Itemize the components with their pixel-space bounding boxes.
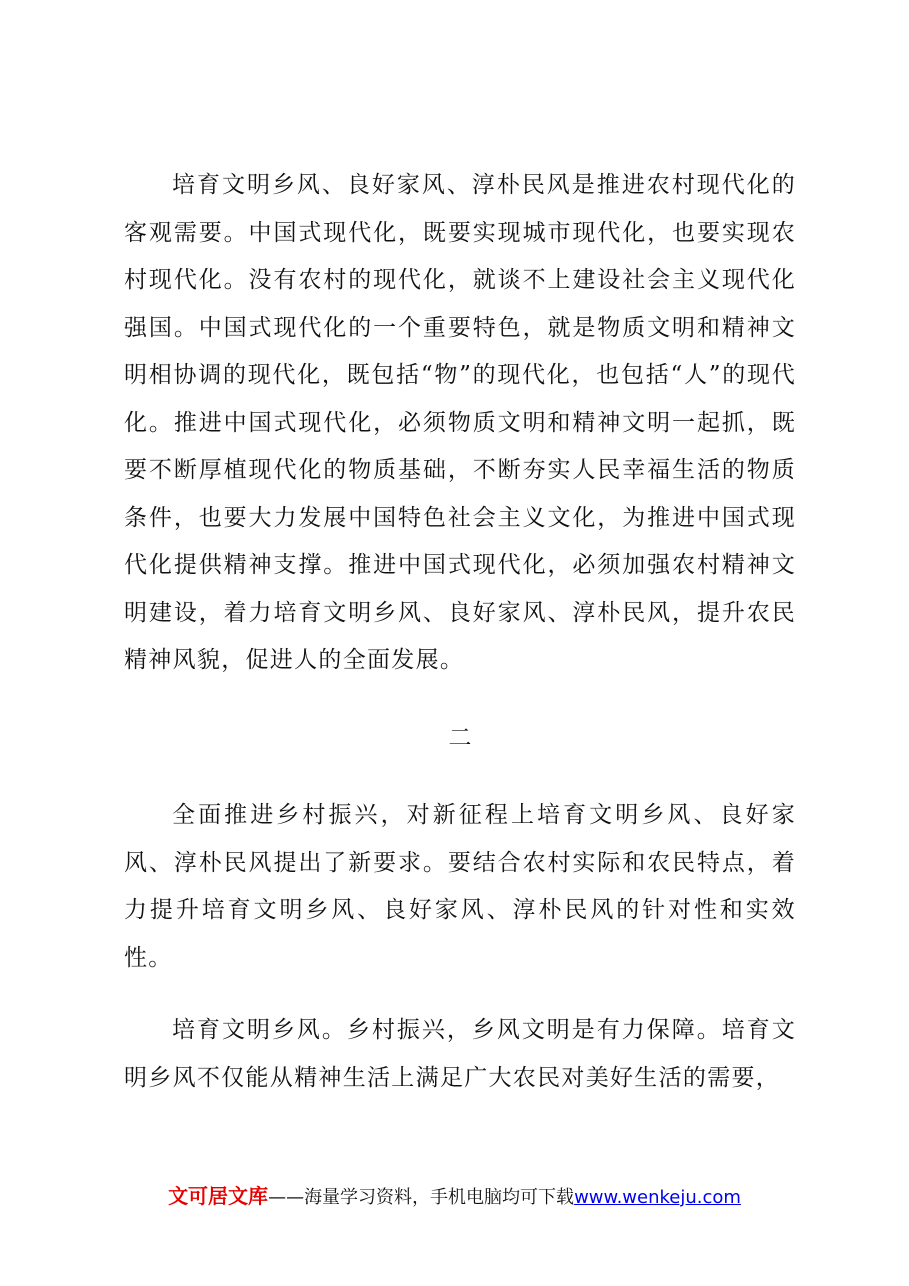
footer-link[interactable]: www.wenkeju.com [574,1187,741,1208]
footer-tagline: ——海量学习资料，手机电脑均可下载 [268,1187,575,1208]
section-heading: 二 [448,725,472,751]
body-paragraph: 培育文明乡风、良好家风、淳朴民风是推进农村现代化的客观需要。中国式现代化，既要实现城市现代化，也要实现农村现代化。没有农村的现代化，就谈不上建设社会主义现代化强国。中国式现代化的一个重要特色，就是物质文明和精神文明相协调的现代化，既包括“物”的现代化，也包括“人”的现代化。推进中国式现代化，必须物质文明和精神文明一起抓，既要不断厚植现代化的物质基础，不断夯实人民幸福生活的物质条件，也要大力发展中国特色社会主义文化，为推进中国式现代化提供精神支撑。推进中国式现代化，必须加强农村精神文明建设，着力培育文明乡风、良好家风、淳朴民风，提升农民精神风貌，促进人的全面发展。 [124,172,796,673]
footer-brand: 文可居文库 [168,1184,269,1208]
body-paragraph: 全面推进乡村振兴，对新征程上培育文明乡风、良好家风、淳朴民风提出了新要求。要结合农村实际和农民特点，着力提升培育文明乡风、良好家风、淳朴民风的针对性和实效性。 [124,802,796,971]
page-footer [0,1181,909,1213]
body-paragraph: 培育文明乡风。乡村振兴，乡风文明是有力保障。培育文明乡风不仅能从精神生活上满足广大农民对美好生活的需要， [124,1017,796,1091]
